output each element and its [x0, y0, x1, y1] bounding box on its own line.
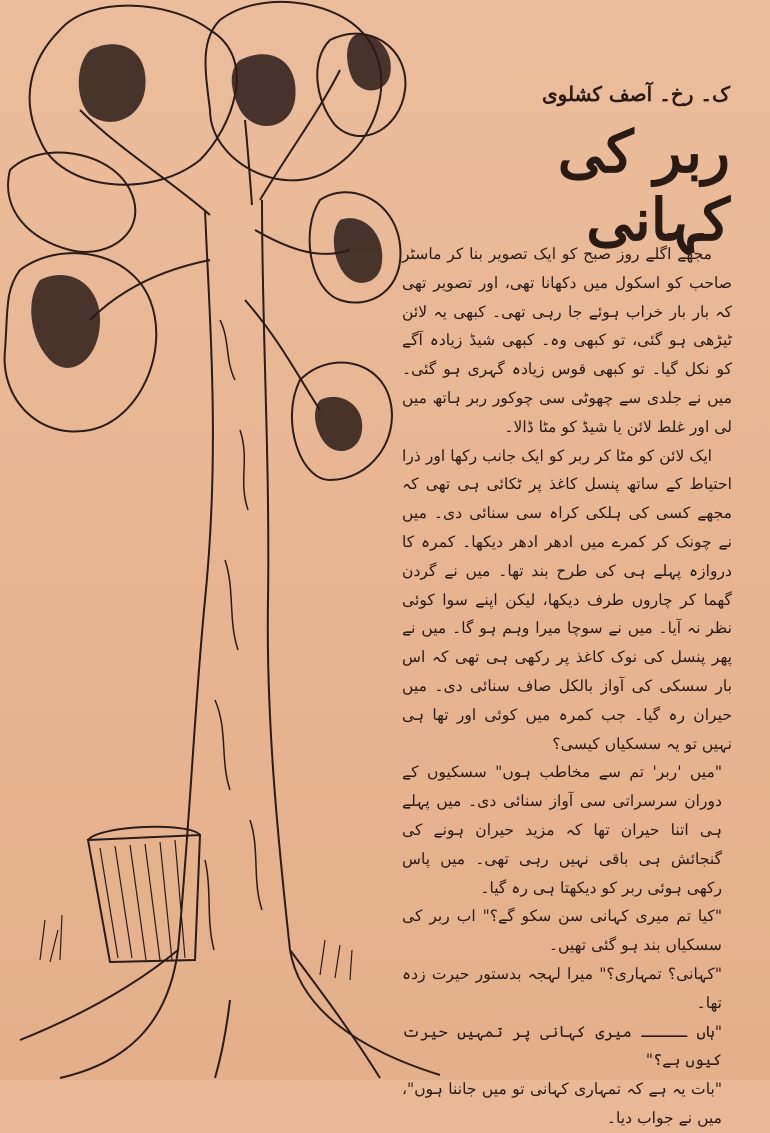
- article-title: ربر کی کہانی: [557, 118, 730, 254]
- story-paragraph: "بات یہ ہے کہ تمہاری کہانی تو میں جاننا ہوں"، میں نے جواب دیا۔: [402, 1080, 722, 1127]
- story-paragraph: "ہاں ـــــ میری کہانی پر تمہیں حیرت کیوں ہے؟": [402, 1022, 722, 1070]
- story-paragraph: مجھے اگلے روز صبح کو ایک تصویر بنا کر ماسٹر صاحب کو اسکول میں دکھانا تھی، اور تصویر تھی کہ بار بار خراب ہوئے جا رہی تھی۔ کبھی یہ لائن ٹیڑھی ہو گئی، تو کبھی وہ۔ کبھی شیڈ زیادہ آگے کو نکل گیا۔ تو کبھی قوس زیادہ گہری ہو گئی۔ میں نے جلدی سے چھوٹی سی چوکور ربر ہاتھ میں لی اور غلط لائن یا شیڈ کو مٹا ڈالا۔: [402, 245, 732, 436]
- article-body: [402, 240, 732, 1133]
- story-paragraph: "کہانی؟ تمہاری؟" میرا لہجہ بدستور حیرت زدہ تھا۔: [402, 964, 722, 1012]
- story-paragraph: ایک لائن کو مٹا کر ربر کو ایک جانب رکھا اور ذرا احتیاط کے ساتھ پنسل کاغذ پر ٹکائی ہی تھی کہ مجھے کسی کی ہلکی کراہ سی سنائی دی۔ میں نے چونک کر کمرے میں ادھر ادھر دیکھا۔ کمرہ کا دروازہ پہلے ہی کی طرح بند تھا۔ میں نے گردن گھما کر چاروں طرف دیکھا، لیکن اپنے سوا کوئی نظر نہ آیا۔ میں نے سوچا میرا وہم ہو گا۔ میں نے پھر پنسل کی نوک کاغذ پر رکھی ہی تھی کہ اس بار سسکی کی آواز بالکل صاف سنائی دی۔ میں حیران رہ گیا۔ جب کمرہ میں کوئی اور تھا ہی نہیں تو یہ سسکیاں کیسی؟: [402, 446, 732, 753]
- article-byline: ک۔ رخ۔ آصف کشلوی: [541, 82, 730, 106]
- story-paragraph: "کیا تم میری کہانی سن سکو گے؟" اب ربر کی سسکیاں بند ہو گئی تھیں۔: [402, 907, 722, 955]
- story-paragraph: "میں 'ربر' تم سے مخاطب ہوں" سسکیوں کے دوران سرسراتی سی آواز سنائی دی۔ میں پہلے ہی اتنا حیران تھا کہ مزید حیران ہونے کی گنجائش ہی باقی نہیں رہی تھی۔ میں پاس رکھی ہوئی ربر کو دیکھتا ہی رہ گیا۔: [402, 763, 722, 897]
